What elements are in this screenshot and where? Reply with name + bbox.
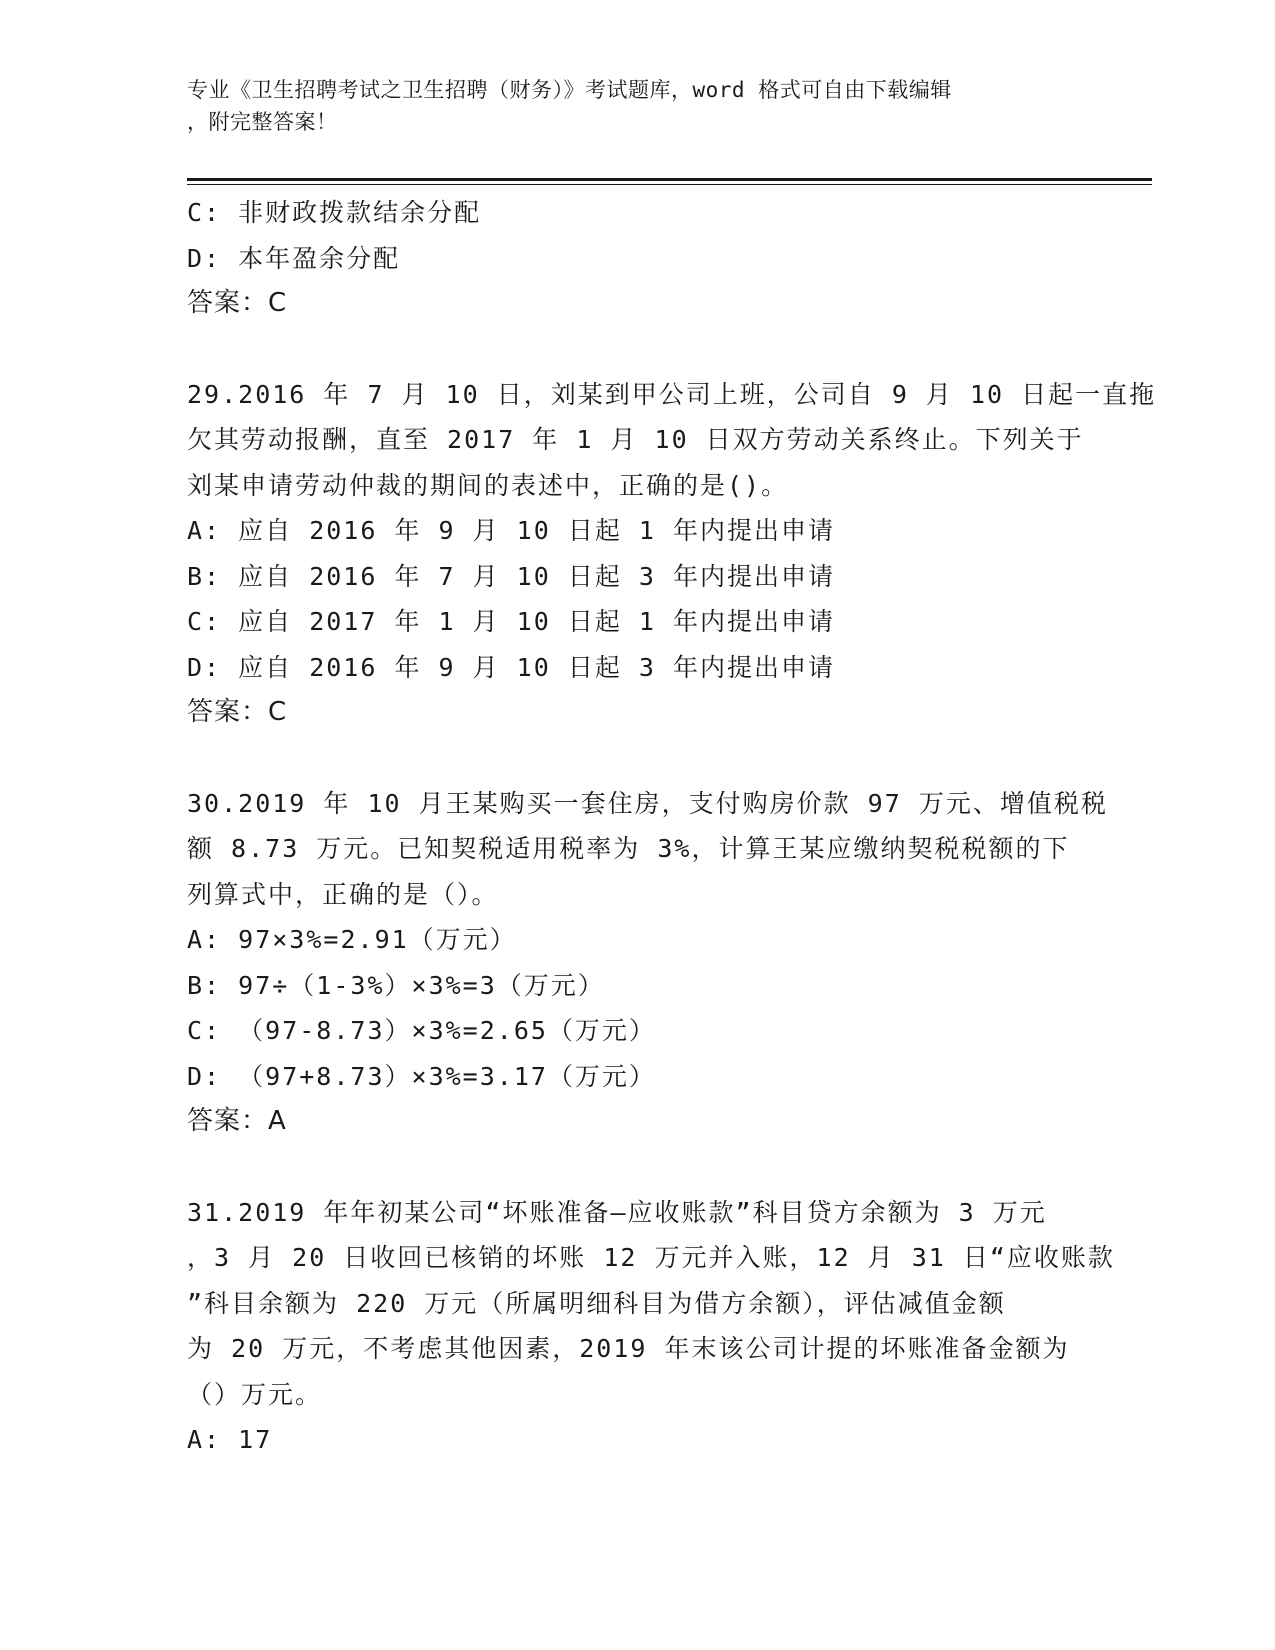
question-text-line: 欠其劳动报酬，直至 2017 年 1 月 10 日双方劳动关系终止。下列关于 bbox=[187, 425, 1084, 454]
option-c: C: （97-8.73）×3%=2.65（万元） bbox=[187, 1016, 656, 1045]
question-text-line: ，3 月 20 日收回已核销的坏账 12 万元并入账，12 月 31 日“应收账款 bbox=[187, 1243, 1115, 1272]
question-text-line: 30.2019 年 10 月王某购买一套住房，支付购房价款 97 万元、增值税税 bbox=[187, 788, 1108, 818]
option-d: D: （97+8.73）×3%=3.17（万元） bbox=[187, 1061, 656, 1091]
header-line-1: 专业《卫生招聘考试之卫生招聘（财务）》考试题库，word 格式可自由下载编辑 bbox=[187, 78, 952, 102]
question-text-line: 额 8.73 万元。已知契税适用税率为 3%，计算王某应缴纳契税税额的下 bbox=[187, 834, 1070, 863]
question-28-continuation bbox=[187, 190, 1087, 327]
answer-line: 答案：C bbox=[187, 697, 288, 727]
answer-line: 答案：A bbox=[187, 1106, 287, 1136]
question-text-line: 刘某申请劳动仲裁的期间的表述中，正确的是()。 bbox=[187, 470, 789, 500]
option-b: B: 应自 2016 年 7 月 10 日起 3 年内提出申请 bbox=[187, 561, 835, 591]
option-b: B: 97÷（1-3%）×3%=3（万元） bbox=[187, 970, 605, 1000]
question-29 bbox=[187, 372, 1157, 736]
question-31 bbox=[187, 1190, 1115, 1463]
question-text-line: 为 20 万元，不考虑其他因素，2019 年末该公司计提的坏账准备金额为 bbox=[187, 1334, 1070, 1363]
question-text-line: 列算式中，正确的是（）。 bbox=[187, 879, 499, 909]
option-a: A: 97×3%=2.91（万元） bbox=[187, 925, 517, 954]
answer-line: 答案：C bbox=[187, 288, 288, 318]
header-divider-thick bbox=[187, 178, 1152, 181]
option-d: D: 本年盈余分配 bbox=[187, 243, 401, 273]
option-c: C: 非财政拨款结余分配 bbox=[187, 198, 482, 227]
question-30 bbox=[187, 781, 1108, 1145]
header-line-2: ，附完整答案！ bbox=[187, 110, 338, 134]
document-body bbox=[187, 190, 1157, 1463]
question-text-line: ”科目余额为 220 万元（所属明细科目为借方余额），评估减值金额 bbox=[187, 1288, 1006, 1318]
option-a: A: 应自 2016 年 9 月 10 日起 1 年内提出申请 bbox=[187, 516, 835, 545]
document-header bbox=[187, 74, 1067, 138]
option-d: D: 应自 2016 年 9 月 10 日起 3 年内提出申请 bbox=[187, 652, 835, 682]
question-text-line: （）万元。 bbox=[187, 1379, 323, 1409]
question-text-line: 31.2019 年年初某公司“坏账准备—应收账款”科目贷方余额为 3 万元 bbox=[187, 1197, 1047, 1227]
question-text-line: 29.2016 年 7 月 10 日，刘某到甲公司上班，公司自 9 月 10 日起一直拖 bbox=[187, 379, 1157, 409]
option-a: A: 17 bbox=[187, 1425, 273, 1454]
option-c: C: 应自 2017 年 1 月 10 日起 1 年内提出申请 bbox=[187, 607, 835, 636]
header-divider-thin bbox=[187, 184, 1152, 185]
